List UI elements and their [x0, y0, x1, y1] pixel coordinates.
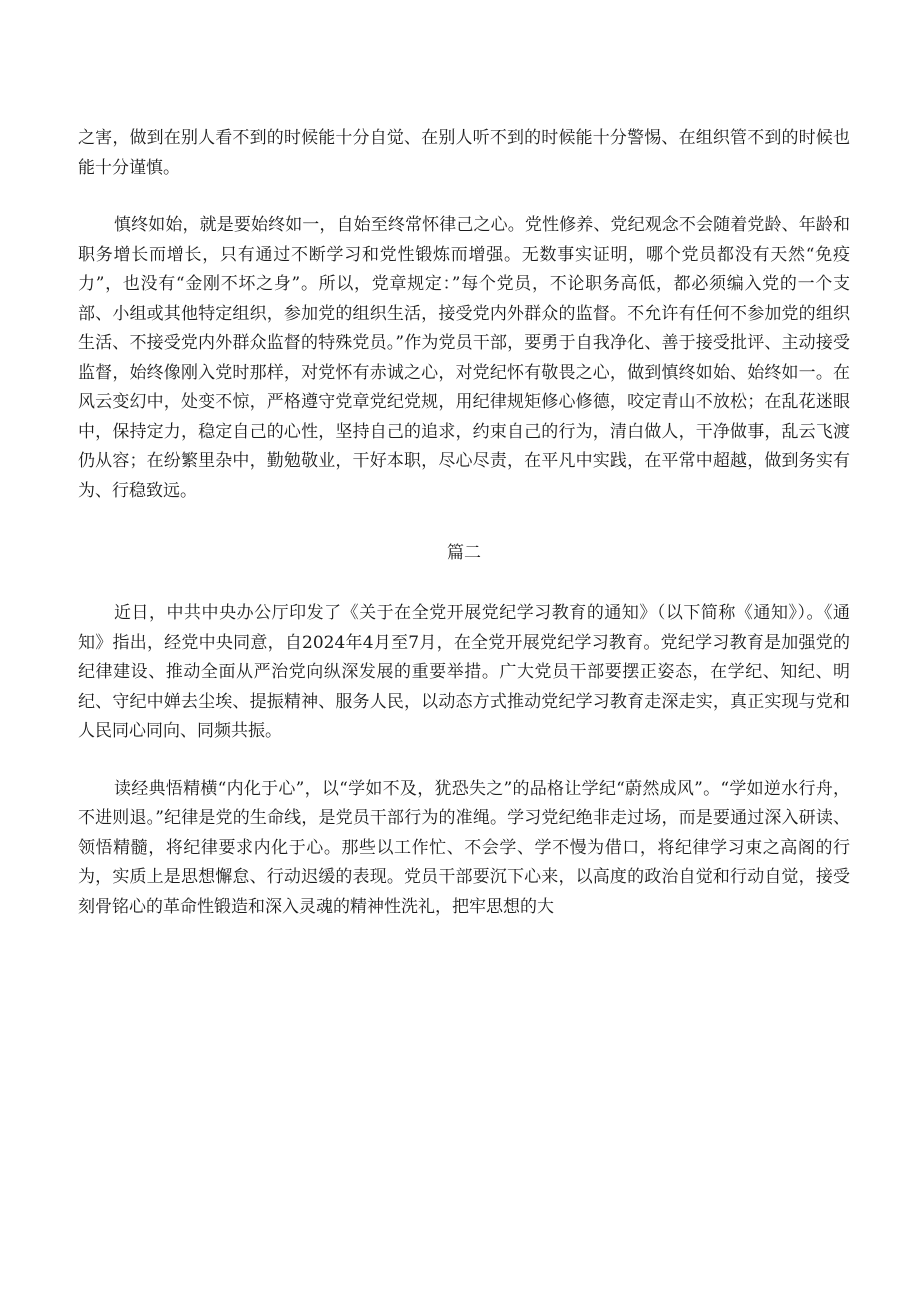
paragraph-continued: 之害，做到在别人看不到的时候能十分自觉、在别人听不到的时候能十分警惕、在组织管不到的时候也能十分谨慎。: [78, 128, 850, 178]
section-heading: 篇二: [447, 543, 481, 563]
paragraph-notice: 近日，中共中央办公厅印发了《关于在全党开展党纪学习教育的通知》（以下简称《通知》）。《通知》指出，经党中央同意，自2024年4月至7月，在全党开展党纪学习教育。党纪学习教育是加强党的纪律建设、推动全面从严治党向纵深发展的重要举措。广大党员干部要摆正姿态，在学纪、知纪、明纪、守纪中婵去尘埃、提振精神、服务人民，以动态方式推动党纪学习教育走深走实，真正实现与党和人民同心同向、同频共振。: [78, 603, 850, 741]
paragraph-shenzhong-rushi: 慎终如始，就是要始终如一，自始至终常怀律己之心。党性修养、党纪观念不会随着党龄、年龄和职务增长而增长，只有通过不断学习和党性锻炼而增强。无数事实证明，哪个党员都没有天然“免疫力”，也没有“金刚不坏之身”。所以，党章规定：”每个党员，不论职务高低，都必须编入党的一个支部、小组或其他特定组织，参加党的组织生活，接受党内外群众的监督。不允许有任何不参加党的组织生活、不接受党内外群众监督的特殊党员。”作为党员干部，要勇于自我净化、善于接受批评、主动接受监督，始终像刚入党时那样，对党怀有赤诚之心，对党纪怀有敬畏之心，做到慎终如始、始终如一。在风云变幻中，处变不惊，严格遵守党章党纪党规，用纪律规矩修心修德，咬定青山不放松；在乱花迷眼中，保持定力，稳定自己的心性，坚持自己的追求，约束自己的行为，清白做人，干净做事，乱云飞渡仍从容；在纷繁里杂中，勤勉敬业，干好本职，尽心尽责，在平凡中实践，在平常中超越，做到务实有为、行稳致远。: [78, 215, 850, 501]
paragraph-read-classics: 读经典悟精横“内化于心”，以“学如不及，犹恐失之”的品格让学纪“蔚然成风”。“学如逆水行舟，不进则退。”纪律是党的生命线，是党员干部行为的准绳。学习党纪绝非走过场，而是要通过深入研读、领悟精髓，将纪律要求内化于心。那些以工作忙、不会学、学不慢为借口，将纪律学习束之高阁的行为，实质上是思想懈怠、行动迟缓的表现。党员干部要沉下心来，以高度的政治自觉和行动自觉，接受刻骨铭心的革命性锻造和深入灵魂的精神性洗礼，把牢思想的大: [78, 778, 850, 917]
